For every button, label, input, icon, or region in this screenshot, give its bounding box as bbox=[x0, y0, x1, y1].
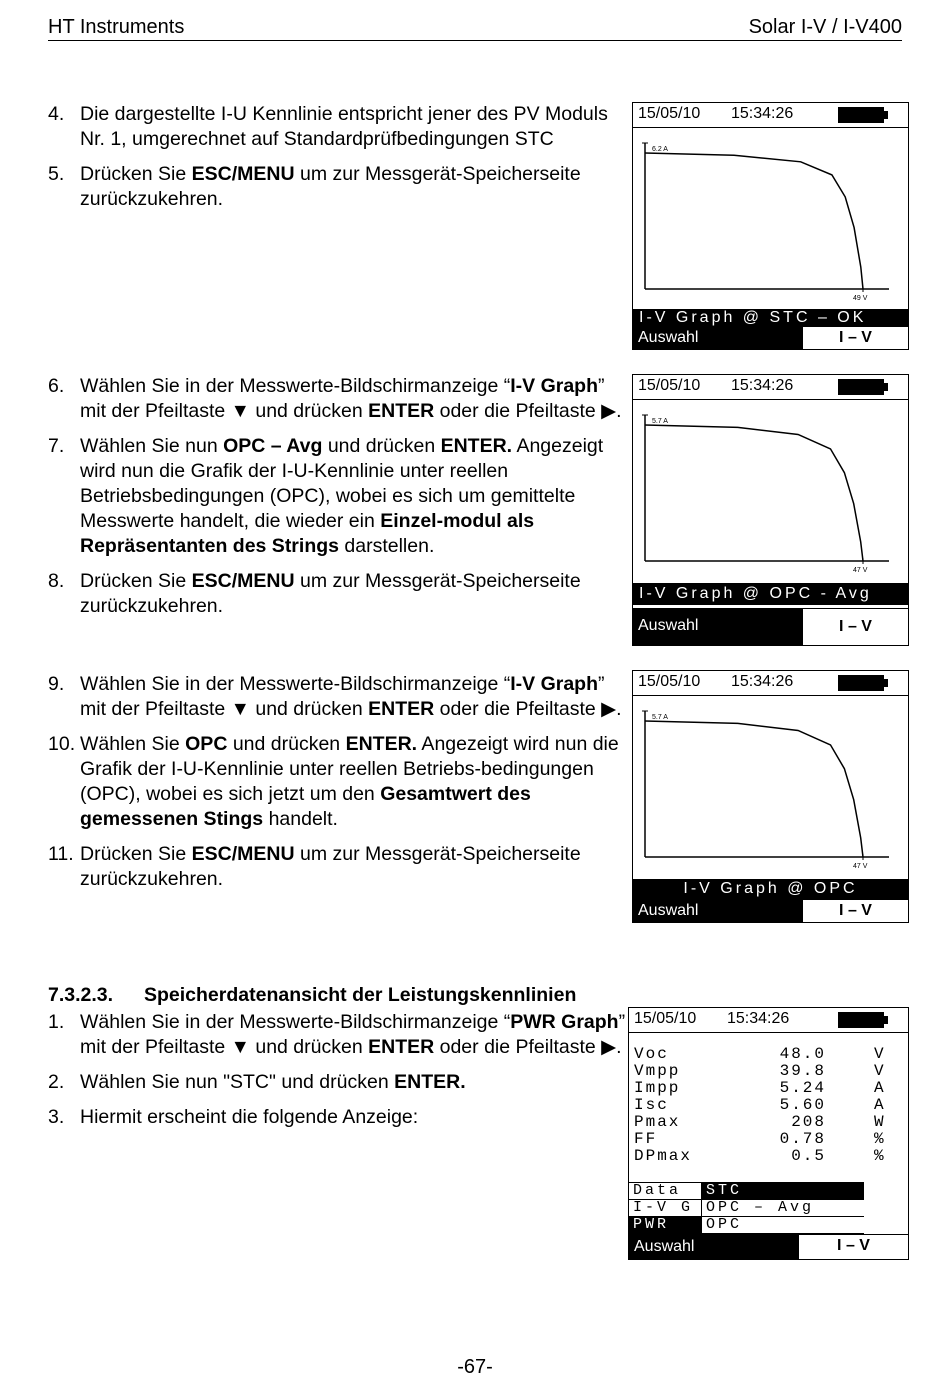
instruction-step bbox=[48, 1105, 628, 1130]
step-text: Wählen Sie nun "STC" und drücken bbox=[80, 1071, 395, 1093]
step-text-bold: ENTER bbox=[368, 698, 435, 720]
screen-bottom-bar bbox=[633, 899, 908, 922]
graph-status-bar: I-V Graph @ OPC bbox=[633, 879, 908, 899]
x-max-label: 49 V bbox=[853, 295, 868, 302]
step-number: 9. bbox=[48, 673, 65, 695]
screen-date: 15/05/10 bbox=[634, 1010, 697, 1027]
iv-curve-line bbox=[645, 425, 863, 561]
step-text: oder die Pfeiltaste ▶. bbox=[434, 698, 622, 720]
page-number: -67- bbox=[457, 1356, 493, 1378]
section-heading bbox=[48, 984, 576, 1007]
step-text: Die dargestellte I-U Kennlinie entspricht jener des PV Moduls Nr. 1, umgerechnet auf Standardprüfbedingungen STC bbox=[80, 103, 608, 150]
step-text: Hiermit erscheint die folgende Anzeige: bbox=[80, 1106, 419, 1128]
step-text: und drücken bbox=[227, 733, 346, 755]
section-title: Speicherdatenansicht der Leistungskennlinien bbox=[144, 984, 577, 1006]
instruction-step bbox=[48, 672, 628, 722]
iv-graph bbox=[633, 401, 908, 581]
step-number: 3. bbox=[48, 1106, 65, 1128]
step-text-bold: ESC/MENU bbox=[191, 843, 295, 865]
screen-topbar bbox=[633, 103, 908, 128]
screen-time: 15:34:26 bbox=[731, 377, 794, 394]
instruction-step bbox=[48, 732, 628, 832]
step-text: Wählen Sie in der Messwerte-Bildschirmanzeige “ bbox=[80, 375, 511, 397]
graph-status-bar: I-V Graph @ OPC - Avg bbox=[633, 583, 908, 605]
step-list-4 bbox=[48, 1010, 628, 1140]
step-list-2 bbox=[48, 374, 628, 629]
menu-option-stc[interactable]: STC bbox=[702, 1183, 864, 1199]
device-screen-opc bbox=[632, 670, 909, 923]
step-text: Angezeigt wird nun die Grafik der I-U-Kennlinie unter reellen Betriebsbedingungen (OPC), wobei es sich um gemittelte Messwerte handelt, die wieder ein bbox=[80, 435, 604, 532]
step-text: handelt. bbox=[263, 808, 338, 830]
screen-date: 15/05/10 bbox=[638, 105, 701, 122]
step-text-bold: ENTER bbox=[368, 400, 435, 422]
step-text-bold: OPC – Avg bbox=[223, 435, 323, 457]
iv-softkey[interactable]: I – V bbox=[837, 1237, 870, 1254]
step-list-1 bbox=[48, 102, 628, 222]
step-text-bold: I-V Graph bbox=[510, 673, 599, 695]
step-text-bold: ENTER bbox=[368, 1036, 435, 1058]
iv-curve-line bbox=[645, 153, 863, 289]
instruction-step bbox=[48, 1010, 628, 1060]
step-number: 5. bbox=[48, 163, 65, 185]
screen-topbar bbox=[633, 671, 908, 696]
menu-item-iv-graph[interactable]: I-V G bbox=[629, 1200, 702, 1216]
iv-softkey[interactable]: I – V bbox=[839, 618, 872, 635]
step-list-3 bbox=[48, 672, 628, 902]
menu-option-opc-avg[interactable]: OPC – Avg bbox=[706, 1199, 815, 1216]
step-text: um zur Messgerät-Speicherseite zurückzukehren. bbox=[80, 570, 581, 617]
y-max-label: 6.2 A bbox=[652, 146, 668, 153]
step-text: um zur Messgerät-Speicherseite zurückzukehren. bbox=[80, 843, 581, 890]
step-text: Drücken Sie bbox=[80, 843, 192, 865]
iv-graph bbox=[633, 129, 908, 309]
screen-bottom-bar bbox=[633, 608, 908, 645]
step-text: Angezeigt wird nun die Grafik der I-U-Kennlinie unter reellen Betriebs-bedingungen (OPC), wobei es sich jetzt um den bbox=[80, 733, 619, 805]
step-text-bold: I-V Graph bbox=[510, 375, 599, 397]
auswahl-softkey[interactable]: Auswahl bbox=[629, 1235, 799, 1259]
step-number: 1. bbox=[48, 1011, 65, 1033]
step-text-bold: Gesamtwert des gemessenen Stings bbox=[80, 783, 531, 830]
step-number: 11. bbox=[48, 843, 74, 865]
screen-topbar bbox=[633, 375, 908, 400]
step-text: Wählen Sie nun bbox=[80, 435, 224, 457]
step-number: 2. bbox=[48, 1071, 65, 1093]
instruction-step bbox=[48, 374, 628, 424]
step-number: 4. bbox=[48, 103, 65, 125]
step-text-bold: ENTER. bbox=[440, 435, 513, 457]
y-max-label: 5.7 A bbox=[652, 714, 668, 721]
auswahl-softkey[interactable]: Auswahl bbox=[633, 609, 803, 645]
instruction-step bbox=[48, 434, 628, 559]
menu-row-data[interactable] bbox=[629, 1183, 864, 1200]
instruction-step bbox=[48, 102, 628, 152]
step-text: um zur Messgerät-Speicherseite zurückzukehren. bbox=[80, 163, 581, 210]
section-number: 7.3.2.3. bbox=[48, 984, 114, 1006]
step-text-bold: Einzel-modul als Repräsentanten des Strings bbox=[80, 510, 535, 557]
step-text: Wählen Sie bbox=[80, 733, 186, 755]
device-screen-stc bbox=[632, 102, 909, 350]
menu-item-pwr[interactable]: PWR bbox=[629, 1217, 702, 1233]
header-manufacturer: HT Instruments bbox=[48, 16, 185, 38]
step-text: ” mit der Pfeiltaste ▼ und drücken bbox=[80, 673, 605, 720]
step-number: 6. bbox=[48, 375, 65, 397]
battery-icon bbox=[838, 107, 884, 123]
step-text: Wählen Sie in der Messwerte-Bildschirmanzeige “ bbox=[80, 673, 511, 695]
x-max-label: 47 V bbox=[853, 567, 868, 574]
step-text: ” mit der Pfeiltaste ▼ und drücken bbox=[80, 1011, 626, 1058]
step-text-bold: ESC/MENU bbox=[191, 570, 295, 592]
iv-softkey[interactable]: I – V bbox=[839, 902, 872, 919]
instruction-step bbox=[48, 842, 628, 892]
step-text-bold: ENTER. bbox=[394, 1071, 466, 1093]
iv-graph bbox=[633, 697, 908, 877]
step-number: 10. bbox=[48, 733, 76, 755]
screen-time: 15:34:26 bbox=[727, 1010, 790, 1027]
instruction-step bbox=[48, 1070, 628, 1095]
auswahl-softkey[interactable]: Auswahl bbox=[633, 327, 803, 349]
device-screen-pwr-data: 15/05/10 15:34:26 Voc 48.0 V Vmpp 39.8 V Impp 5.24 A Isc 5.60 A Pmax 208 W FF 0.78 % DPmax 0.5 % Data STC I-V G OPC – Avg PWR OPC Auswahl I – V bbox=[628, 1007, 909, 1260]
step-text: darstellen. bbox=[338, 535, 435, 557]
x-max-label: 47 V bbox=[853, 863, 868, 870]
screen-date: 15/05/10 bbox=[638, 673, 701, 690]
device-screen-opc-avg bbox=[632, 374, 909, 646]
screen-time: 15:34:26 bbox=[731, 673, 794, 690]
step-text: Drücken Sie bbox=[80, 570, 192, 592]
iv-softkey[interactable]: I – V bbox=[839, 329, 872, 346]
battery-icon bbox=[838, 1012, 884, 1028]
menu-option-opc[interactable]: OPC bbox=[706, 1216, 743, 1233]
auswahl-softkey[interactable]: Auswahl bbox=[633, 900, 803, 922]
battery-icon bbox=[838, 675, 884, 691]
iv-curve-line bbox=[645, 721, 863, 857]
screen-time: 15:34:26 bbox=[731, 105, 794, 122]
step-text: oder die Pfeiltaste ▶. bbox=[434, 1036, 622, 1058]
menu-row-iv-graph[interactable] bbox=[629, 1200, 864, 1217]
graph-select-menu bbox=[629, 1182, 864, 1234]
instruction-step bbox=[48, 569, 628, 619]
screen-bottom-bar bbox=[629, 1234, 908, 1259]
menu-row-pwr[interactable] bbox=[629, 1217, 864, 1234]
y-max-label: 5.7 A bbox=[652, 418, 668, 425]
step-number: 8. bbox=[48, 570, 65, 592]
step-text: oder die Pfeiltaste ▶. bbox=[434, 400, 622, 422]
screen-topbar bbox=[629, 1008, 908, 1033]
graph-status-bar: I-V Graph @ STC – OK bbox=[633, 309, 908, 327]
step-text-bold: OPC bbox=[185, 733, 228, 755]
menu-item-data[interactable]: Data bbox=[629, 1183, 702, 1199]
step-text: Drücken Sie bbox=[80, 163, 192, 185]
step-text: Wählen Sie in der Messwerte-Bildschirmanzeige “ bbox=[80, 1011, 511, 1033]
step-number: 7. bbox=[48, 435, 65, 457]
header-product: Solar I-V / I-V400 bbox=[748, 16, 902, 38]
instruction-step bbox=[48, 162, 628, 212]
step-text-bold: ENTER. bbox=[345, 733, 418, 755]
battery-icon bbox=[838, 379, 884, 395]
step-text: ” mit der Pfeiltaste ▼ und drücken bbox=[80, 375, 605, 422]
screen-date: 15/05/10 bbox=[638, 377, 701, 394]
screen-bottom-bar bbox=[633, 326, 908, 349]
step-text-bold: ESC/MENU bbox=[191, 163, 295, 185]
step-text-bold: PWR Graph bbox=[510, 1011, 619, 1033]
header-rule bbox=[48, 40, 902, 41]
step-text: und drücken bbox=[322, 435, 441, 457]
